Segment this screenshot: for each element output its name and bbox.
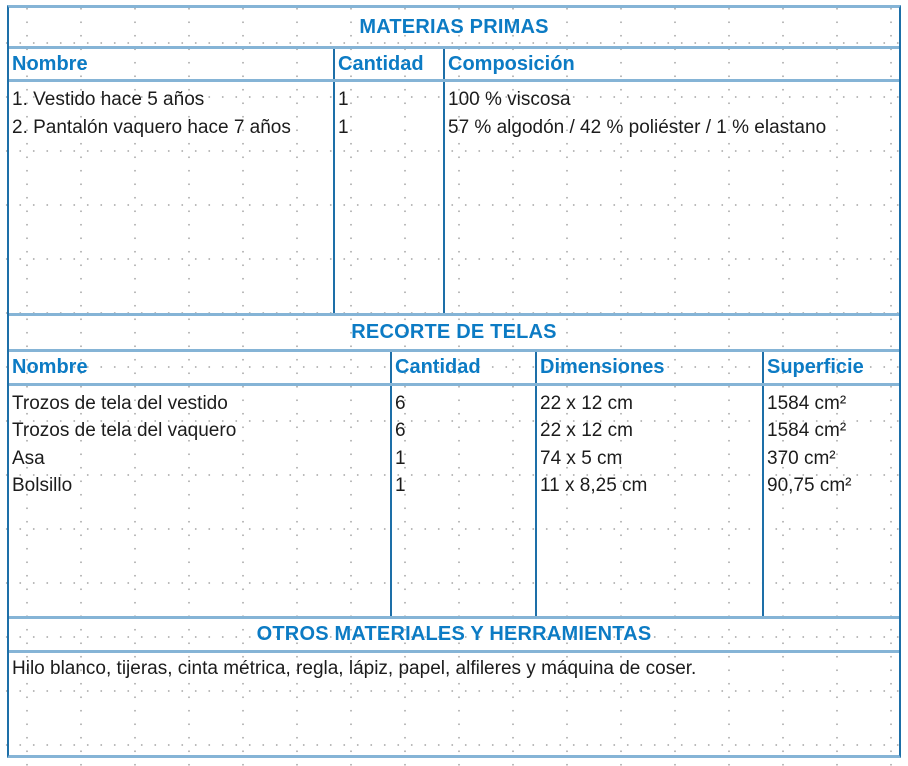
column-header-cantidad: Cantidad bbox=[333, 49, 443, 79]
table-cell: 74 x 5 cm bbox=[540, 447, 623, 469]
table-column bbox=[535, 386, 762, 616]
materias-primas-column-header-row bbox=[9, 49, 899, 82]
table-cell: 1 bbox=[338, 89, 349, 110]
section-title: MATERIAS PRIMAS bbox=[359, 15, 549, 38]
column-header-dimensiones: Dimensiones bbox=[535, 352, 762, 383]
table-cell: 1584 cm² bbox=[767, 393, 847, 414]
table-cell: Hilo blanco, tijeras, cinta métrica, regla, lápiz, papel, alfileres y máquina de coser. bbox=[12, 658, 697, 679]
table-column bbox=[762, 386, 899, 616]
table-cell: 1 bbox=[395, 475, 406, 497]
otros-materiales-body bbox=[9, 653, 899, 755]
table-cell: 370 cm² bbox=[767, 447, 836, 469]
table-column bbox=[390, 386, 535, 616]
section-header-recorte-de-telas bbox=[9, 316, 899, 352]
table-cell: Asa bbox=[12, 447, 45, 469]
table-cell: Bolsillo bbox=[12, 475, 73, 497]
table-cell: 22 x 12 cm bbox=[540, 393, 633, 414]
recorte-de-telas-column-header-row bbox=[9, 352, 899, 386]
table-column bbox=[333, 82, 443, 313]
table-cell: 22 x 12 cm bbox=[540, 420, 633, 442]
section-header-materias-primas bbox=[9, 8, 899, 49]
section-header-otros-materiales bbox=[9, 619, 899, 653]
table-cell: 1584 cm² bbox=[767, 420, 847, 442]
table-cell: 2. Pantalón vaquero hace 7 años bbox=[12, 117, 291, 138]
table-cell: Trozos de tela del vestido bbox=[12, 393, 228, 414]
table-cell: 100 % viscosa bbox=[448, 89, 571, 110]
table-cell: 6 bbox=[395, 393, 406, 414]
table-cell: 1 bbox=[395, 447, 406, 469]
column-header-nombre: Nombre bbox=[12, 356, 88, 378]
section-title: OTROS MATERIALES Y HERRAMIENTAS bbox=[256, 623, 652, 645]
table-cell: 1. Vestido hace 5 años bbox=[12, 89, 205, 110]
table-cell: Trozos de tela del vaquero bbox=[12, 420, 237, 442]
table-cell: 6 bbox=[395, 420, 406, 442]
recorte-de-telas-body bbox=[9, 386, 899, 619]
table-cell: 1 bbox=[338, 117, 349, 138]
section-title: RECORTE DE TELAS bbox=[351, 321, 557, 343]
column-header-composicion: Composición bbox=[443, 49, 899, 79]
column-header-cantidad: Cantidad bbox=[390, 352, 535, 383]
materias-primas-body bbox=[9, 82, 899, 316]
table-cell: 57 % algodón / 42 % poliéster / 1 % elastano bbox=[448, 117, 827, 138]
table-cell: 11 x 8,25 cm bbox=[540, 475, 648, 497]
column-header-superficie: Superficie bbox=[762, 352, 899, 383]
column-header-nombre: Nombre bbox=[12, 52, 88, 75]
table-column bbox=[443, 82, 899, 313]
table-column bbox=[9, 82, 333, 313]
materials-table bbox=[7, 5, 901, 758]
table-cell: 90,75 cm² bbox=[767, 475, 852, 497]
table-column bbox=[9, 386, 390, 616]
